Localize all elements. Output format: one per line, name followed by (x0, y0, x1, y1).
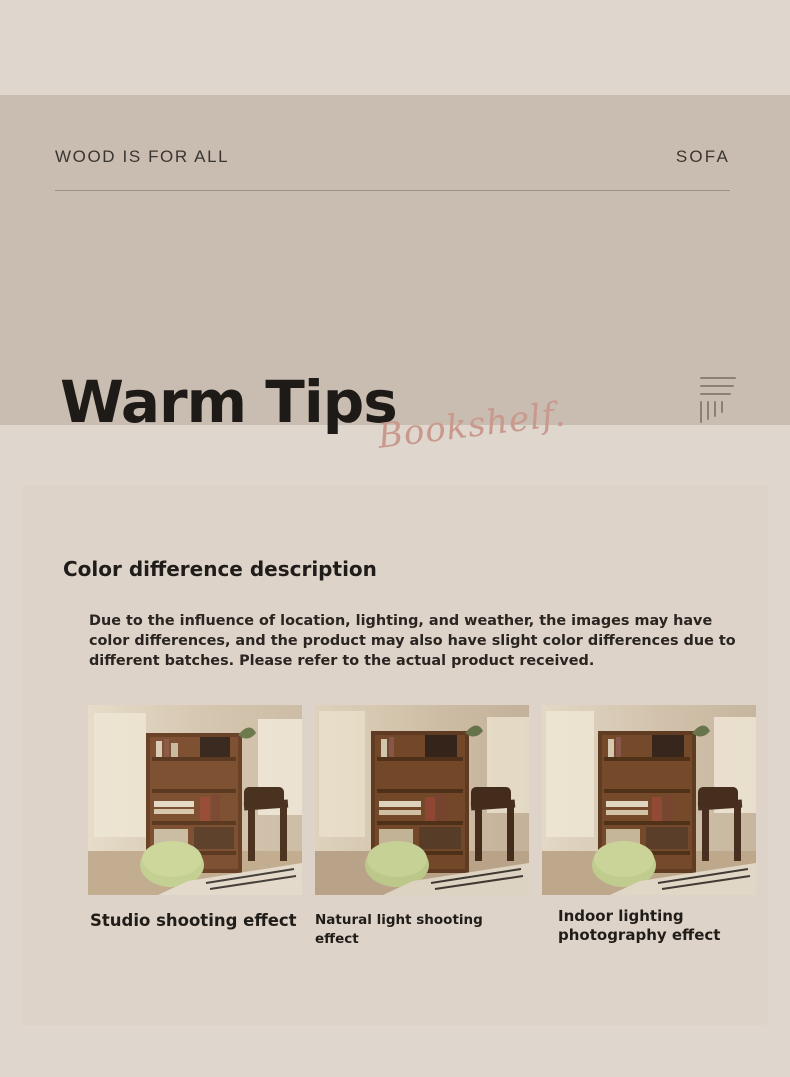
thumbnail-row (88, 705, 756, 949)
card-title: Color difference description (63, 557, 377, 581)
hero-script-word: Bookshelf. (375, 394, 569, 457)
hero-divider (55, 190, 730, 191)
hero-banner (0, 95, 790, 457)
thumbnail-caption: Natural light shooting effect (315, 912, 483, 947)
card-body-text: Due to the influence of location, lighting, and weather, the images may have color differences, and the product may also have slight color differences due to different batches. Please refer to the actual product received. (89, 613, 736, 669)
thumbnail-item (542, 705, 756, 949)
thumbnail-item (88, 705, 302, 949)
color-difference-card (22, 485, 768, 1025)
hero-eyebrow-right: SOFA (675, 147, 730, 166)
page-title: Warm Tips (60, 368, 397, 436)
bookshelf-photo-studio[interactable] (88, 705, 302, 895)
bookshelf-photo-indoor[interactable] (542, 705, 756, 895)
bookshelf-photo-natural[interactable] (315, 705, 529, 895)
thumbnail-item (315, 705, 529, 949)
decorative-lines-icon (700, 377, 736, 431)
thumbnail-caption: Studio shooting effect (90, 911, 297, 930)
hero-eyebrow-left: WOOD IS FOR ALL (55, 147, 230, 166)
thumbnail-caption: Indoor lighting photography effect (558, 907, 721, 944)
hero-eyebrow-row (55, 147, 730, 167)
